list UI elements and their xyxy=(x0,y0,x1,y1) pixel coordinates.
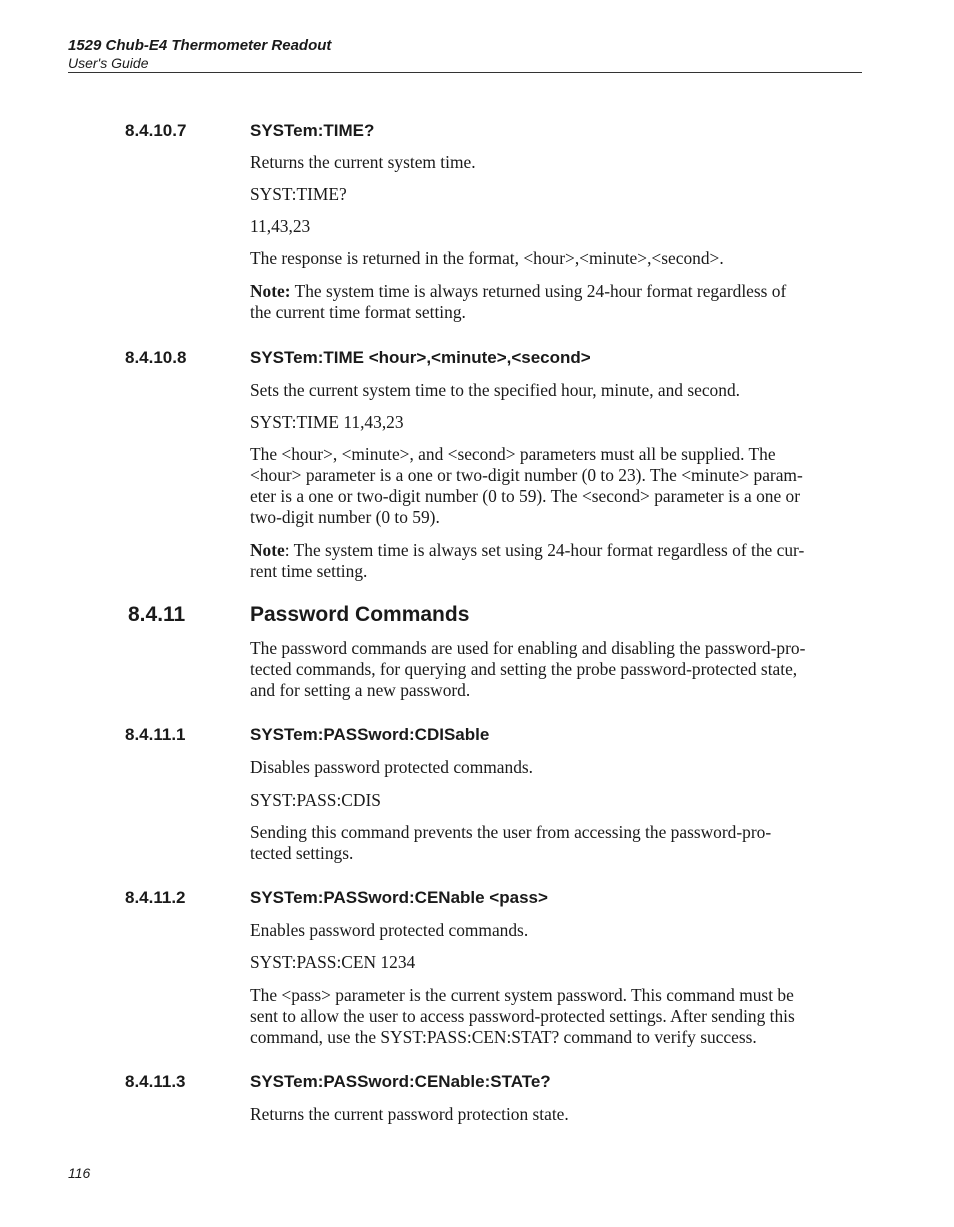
note-text: The system time is always returned using 24-hour format regardless of xyxy=(290,281,787,301)
text-line: command, use the SYST:PASS:CEN:STAT? command to verify success. xyxy=(250,1027,757,1047)
page-number: 116 xyxy=(68,1165,91,1181)
paragraph xyxy=(250,444,864,528)
text-line: two-digit number (0 to 59). xyxy=(250,507,440,527)
paragraph xyxy=(250,985,864,1048)
paragraph: Disables password protected commands. xyxy=(250,757,534,777)
command-example: SYST:PASS:CDIS xyxy=(250,790,381,810)
text-line: <hour> parameter is a one or two-digit number (0 to 23). The <minute> param- xyxy=(250,465,803,485)
paragraph: Enables password protected commands. xyxy=(250,920,529,940)
section-number: 8.4.11.1 xyxy=(125,725,186,744)
command-example: SYST:TIME? xyxy=(250,184,347,204)
note-label: Note: xyxy=(250,281,291,301)
text-line: sent to allow the user to access password-protected settings. After sending this xyxy=(250,1006,795,1026)
note-text: rent time setting. xyxy=(250,561,368,581)
section-heading: SYSTem:PASSword:CENable:STATe? xyxy=(250,1072,551,1091)
section-heading: Password Commands xyxy=(250,603,470,626)
text-line: and for setting a new password. xyxy=(250,680,471,700)
command-example: SYST:TIME 11,43,23 xyxy=(250,412,404,432)
document-subtitle: User's Guide xyxy=(68,55,149,71)
note-paragraph xyxy=(250,540,864,582)
section-number: 8.4.11 xyxy=(128,603,186,626)
document-title: 1529 Chub-E4 Thermometer Readout xyxy=(68,37,332,54)
paragraph: Sets the current system time to the specified hour, minute, and second. xyxy=(250,380,740,400)
text-line: The <hour>, <minute>, and <second> parameters must all be supplied. The xyxy=(250,444,776,464)
paragraph xyxy=(250,638,864,701)
response-example: 11,43,23 xyxy=(250,216,311,236)
paragraph: The response is returned in the format, <hour>,<minute>,<second>. xyxy=(250,248,724,268)
section-number: 8.4.10.8 xyxy=(125,348,187,367)
text-line: Sending this command prevents the user from accessing the password-pro- xyxy=(250,822,772,842)
section-number: 8.4.11.2 xyxy=(125,888,186,907)
text-line: tected settings. xyxy=(250,843,354,863)
section-heading: SYSTem:TIME? xyxy=(250,121,375,140)
text-line: tected commands, for querying and setting the probe password-protected state, xyxy=(250,659,798,679)
note-text: : The system time is always set using 24-hour format regardless of the cur- xyxy=(284,540,805,560)
paragraph: Returns the current password protection state. xyxy=(250,1104,569,1124)
section-number: 8.4.10.7 xyxy=(125,121,187,140)
paragraph xyxy=(250,822,864,864)
note-paragraph xyxy=(250,281,864,323)
text-line: eter is a one or two-digit number (0 to 59). The <second> parameter is a one or xyxy=(250,486,801,506)
note-label: Note xyxy=(250,540,285,560)
section-number: 8.4.11.3 xyxy=(125,1072,186,1091)
note-text: the current time format setting. xyxy=(250,302,466,322)
text-line: The <pass> parameter is the current system password. This command must be xyxy=(250,985,794,1005)
header-divider xyxy=(68,72,862,73)
paragraph: Returns the current system time. xyxy=(250,152,476,172)
text-line: The password commands are used for enabling and disabling the password-pro- xyxy=(250,638,806,658)
command-example: SYST:PASS:CEN 1234 xyxy=(250,952,416,972)
section-heading: SYSTem:TIME <hour>,<minute>,<second> xyxy=(250,348,591,367)
section-heading: SYSTem:PASSword:CDISable xyxy=(250,725,490,744)
section-heading: SYSTem:PASSword:CENable <pass> xyxy=(250,888,548,907)
